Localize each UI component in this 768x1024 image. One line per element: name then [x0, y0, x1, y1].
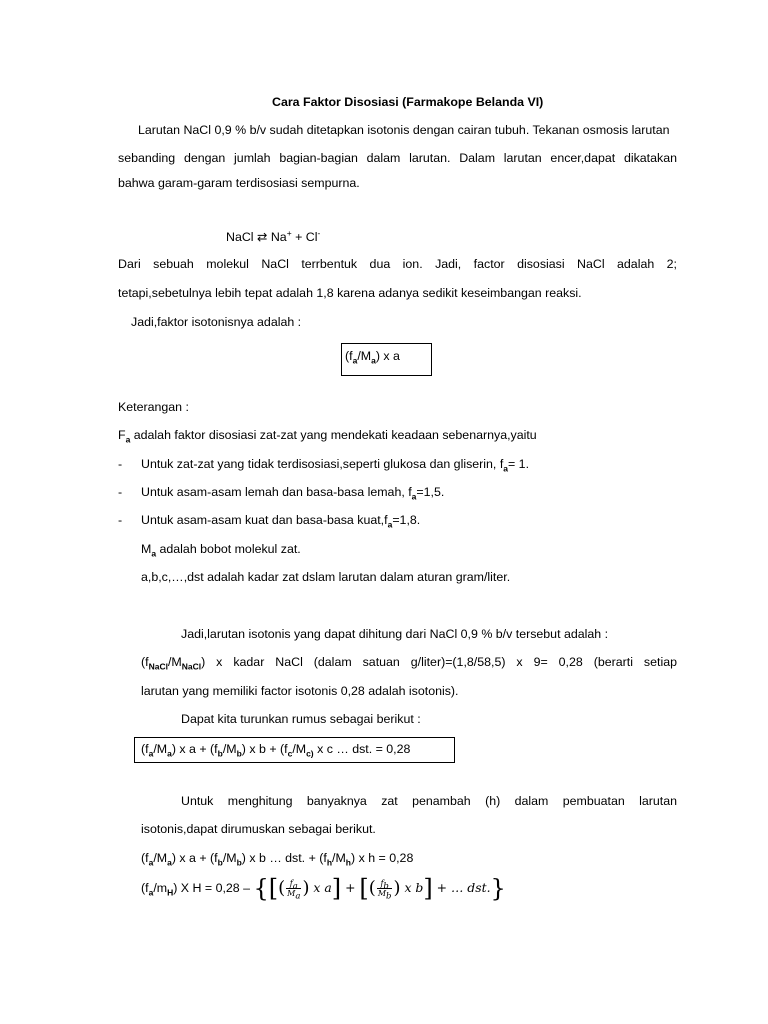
- paragraph-3-line-1: Jadi,larutan isotonis yang dapat dihitung dari NaCl 0,9 % b/v tersebut adalah :: [181, 627, 609, 641]
- paragraph-1-line-2: sebanding dengan jumlah bagian-bagian dalam larutan. Dalam larutan encer,dapat dikatakan: [118, 151, 677, 165]
- equilibrium-arrow-icon: ⇄: [257, 230, 268, 244]
- list-item: Untuk zat-zat yang tidak terdisosiasi,seperti glukosa dan gliserin, $f_a= 1$.: [141, 457, 530, 474]
- paragraph-3-line-4: Dapat kita turunkan rumus sebagai berikut :: [181, 712, 421, 726]
- list-item-dash: -: [118, 485, 123, 499]
- formula-additive-amount: $(f_a/m_H)$ X H = 0,28 – {[( $\frac{f_a}{M_a}$ ) x a] + [( $\frac{f_b}{M_b}$ ) x b] + … dst.}: [141, 874, 506, 903]
- paragraph-2-line-1: Dari sebuah molekul NaCl terrbentuk dua ion. Jadi, factor disosiasi NaCl adalah 2;: [118, 257, 677, 271]
- fraction-fb-mb: $\frac{f_b}{M_b}$: [377, 879, 392, 902]
- list-item: Untuk asam-asam kuat dan basa-basa $kuat,f_a=1,8$.: [141, 513, 421, 530]
- paragraph-4-line-2: isotonis,dapat dirumuskan sebagai berikut.: [141, 822, 376, 836]
- paragraph-3-line-3: larutan yang memiliki factor isotonis 0,28 adalah isotonis).: [141, 684, 459, 698]
- formula-isotonic-factor: $(f_a/M_a)$ x a: [345, 349, 400, 366]
- formula-general: $(f_a/M_a)$ x $a + (f_b/M_b)$ x $b + (f_c/M_{c)}$ x c … dst. = 0,28: [141, 742, 411, 759]
- paragraph-4-line-1: Untuk menghitung banyaknya zat penambah (h) dalam pembuatan larutan: [181, 794, 677, 808]
- list-item-dash: -: [118, 457, 123, 471]
- keterangan-heading: Keterangan :: [118, 400, 189, 414]
- paragraph-3-line-2: $(f_{NaCl}/M_{NaCl})$ x kadar NaCl (dalam satuan g/liter)=(1,8/58,5) x 9= 0,28 (berarti setiap: [141, 655, 677, 672]
- ma-definition: $M_a$ adalah bobot molekul zat.: [141, 542, 301, 559]
- dissociation-reaction: NaCl ⇄ Na+ + Cl-: [226, 227, 321, 244]
- paragraph-2-line-3: Jadi,faktor isotonisnya adalah :: [131, 315, 302, 329]
- formula-additive: $(f_a/M_a)$ x $a + (f_b/M_b)$ x b … dst. + $(f_h/M_h)$ x h = 0,28: [141, 851, 414, 868]
- fraction-fa-ma: $\frac{f_a}{M_a}$: [287, 879, 301, 902]
- page-title: Cara Faktor Disosiasi (Farmakope Belanda VI): [272, 95, 544, 109]
- list-item: Untuk asam-asam lemah dan basa-basa lemah, $f_a=1,5$.: [141, 485, 445, 502]
- paragraph-1-line-1: Larutan NaCl 0,9 % b/v sudah ditetapkan isotonis dengan cairan tubuh. Tekanan osmosis larutan: [138, 123, 670, 137]
- abc-definition: a,b,c,…,dst adalah kadar zat dslam larutan dalam aturan gram/liter.: [141, 570, 511, 584]
- list-item-dash: -: [118, 513, 123, 527]
- paragraph-2-line-2: tetapi,sebetulnya lebih tepat adalah 1,8 karena adanya sedikit keseimbangan reaksi.: [118, 286, 582, 300]
- paragraph-1-line-3: bahwa garam-garam terdisosiasi sempurna.: [118, 176, 360, 190]
- fa-definition: $F_a$ adalah faktor disosiasi zat-zat yang mendekati keadaan sebenarnya,yaitu: [118, 428, 537, 445]
